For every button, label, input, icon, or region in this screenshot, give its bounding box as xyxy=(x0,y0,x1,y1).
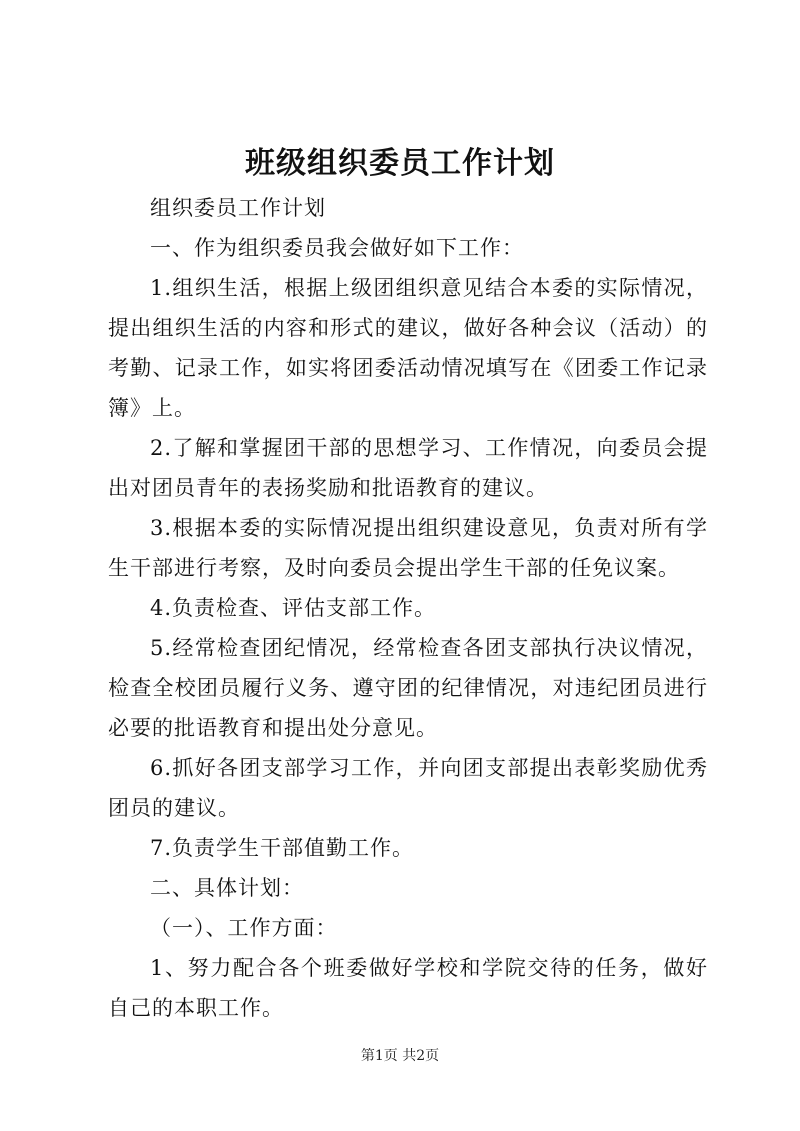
paragraph-item-5: 5.经常检查团纪情况，经常检查各团支部执行决议情况，检查全校团员履行义务、遵守团的纪律情况，对违纪团员进行必要的批语教育和提出处分意见。 xyxy=(108,636,708,740)
paragraph-plan-item-1: 1、努力配合各个班委做好学校和学院交待的任务，做好自己的本职工作。 xyxy=(108,956,708,1020)
document-body xyxy=(108,188,708,1028)
paragraph-subtitle: 组织委员工作计划 xyxy=(150,196,326,220)
paragraph-subsection-heading: （一）、工作方面： xyxy=(150,916,338,940)
paragraph-item-4: 4.负责检查、评估支部工作。 xyxy=(150,596,437,620)
paragraph-item-1: 1.组织生活，根据上级团组织意见结合本委的实际情况，提出组织生活的内容和形式的建议，做好各种会议（活动）的考勤、记录工作，如实将团委活动情况填写在《团委工作记录簿》上。 xyxy=(108,276,708,420)
paragraph-item-3: 3.根据本委的实际情况提出组织建设意见，负责对所有学生干部进行考察，及时向委员会提出学生干部的任免议案。 xyxy=(108,516,708,580)
paragraph-item-6: 6.抓好各团支部学习工作，并向团支部提出表彰奖励优秀团员的建议。 xyxy=(108,756,708,820)
paragraph-section-one-heading: 一、作为组织委员我会做好如下工作： xyxy=(150,236,524,260)
paragraph-item-7: 7.负责学生干部值勤工作。 xyxy=(150,836,415,860)
paragraph-section-two-heading: 二、具体计划： xyxy=(150,876,304,900)
page-number-footer: 第1页 共2页 xyxy=(360,1048,440,1064)
paragraph-item-2: 2.了解和掌握团干部的思想学习、工作情况，向委员会提出对团员青年的表扬奖励和批语教育的建议。 xyxy=(108,436,708,500)
document-title: 班级组织委员工作计划 xyxy=(245,146,555,181)
